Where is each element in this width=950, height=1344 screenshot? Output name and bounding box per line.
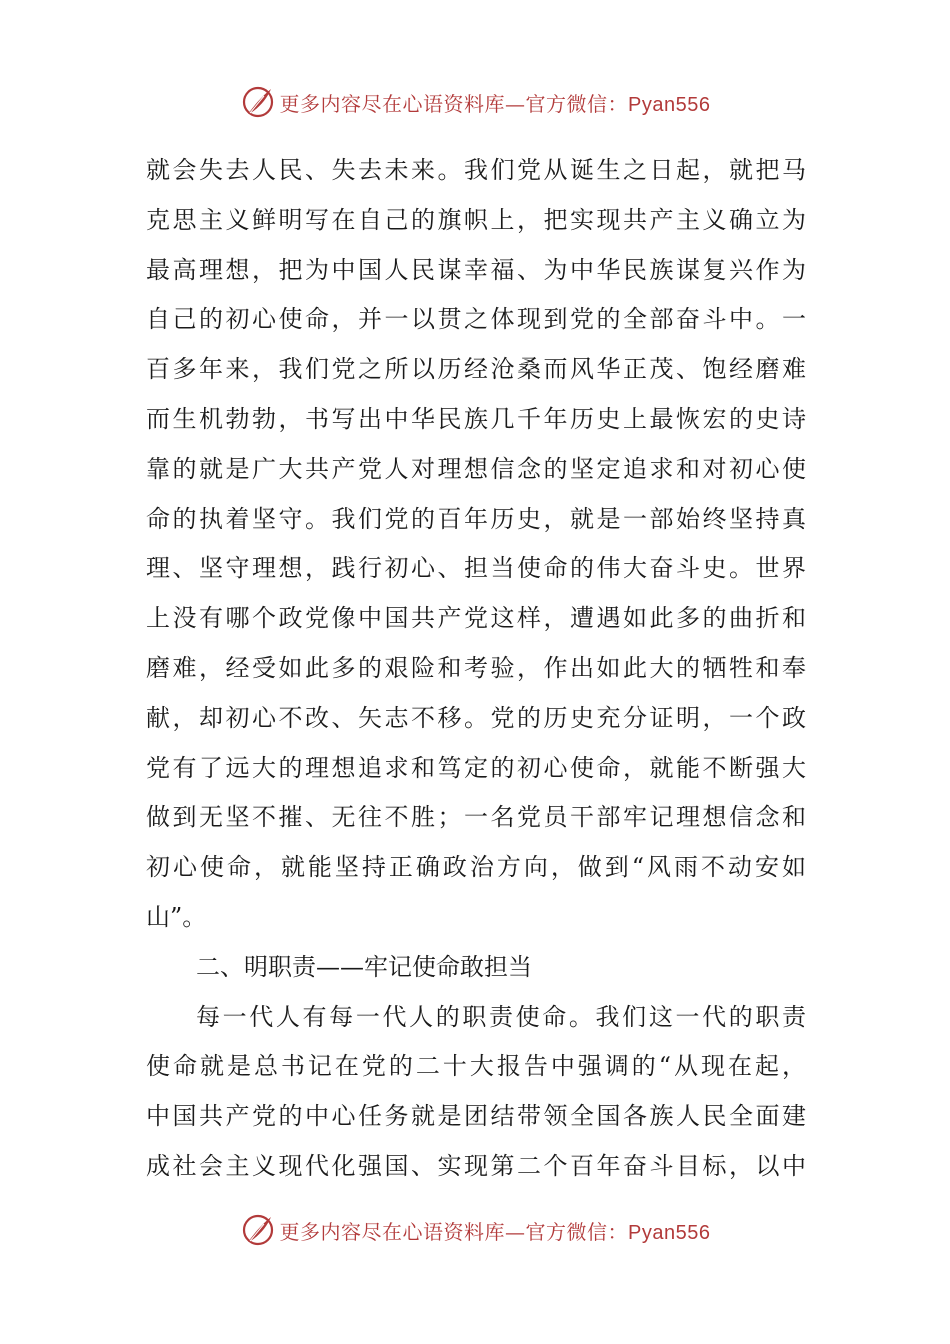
text-line: 成社会主义现代化强国、实现第二个百年奋斗目标，以中	[146, 1151, 806, 1180]
text-line: 党有了远大的理想追求和笃定的初心使命，就能不断强大	[146, 753, 806, 782]
text-line: 初心使命，就能坚持正确政治方向，做到“风雨不动安如	[146, 853, 806, 882]
text-line: 上没有哪个政党像中国共产党这样，遭遇如此多的曲折和	[146, 604, 806, 633]
watermark-text	[280, 1216, 711, 1245]
text-line: 而生机勃勃，书写出中华民族几千年历史上最恢宏的史诗	[146, 404, 806, 433]
text-line: 每一代人有每一代人的职责使命。我们这一代的职责	[196, 1002, 806, 1031]
text-line: 自己的初心使命，并一以贯之体现到党的全部奋斗中。一	[146, 305, 806, 334]
watermark-id: Pyan556	[628, 93, 711, 116]
watermark-main: 更多内容尽在心语资料库—官方微信：	[279, 1219, 629, 1244]
text-line: 百多年来，我们党之所以历经沧桑而风华正茂、饱经磨难	[146, 355, 806, 384]
text-line: 克思主义鲜明写在自己的旗帜上，把实现共产主义确立为	[146, 205, 806, 234]
footer-watermark	[0, 1208, 950, 1252]
text-line: 靠的就是广大共产党人对理想信念的坚定追求和对初心使	[146, 454, 806, 483]
quill-pen-in-circle-icon	[240, 84, 276, 120]
text-line: 就会失去人民、失去未来。我们党从诞生之日起，就把马	[146, 156, 806, 184]
section-heading: 二、明职责——牢记使命敢担当	[196, 952, 532, 981]
text-line: 最高理想，把为中国人民谋幸福、为中华民族谋复兴作为	[146, 255, 806, 284]
watermark-id: Pyan556	[628, 1221, 711, 1244]
text-line: 命的执着坚守。我们党的百年历史，就是一部始终坚持真	[146, 504, 806, 533]
text-line: 使命就是总书记在党的二十大报告中强调的“从现在起，	[146, 1052, 806, 1081]
header-watermark	[0, 80, 950, 124]
document-body	[146, 146, 806, 1192]
watermark-text	[280, 88, 711, 117]
text-line: 理、坚守理想，践行初心、担当使命的伟大奋斗史。世界	[146, 554, 806, 583]
watermark-main: 更多内容尽在心语资料库—官方微信：	[279, 91, 629, 116]
text-line: 磨难，经受如此多的艰险和考验，作出如此大的牺牲和奉	[146, 653, 806, 682]
text-line: 做到无坚不摧、无往不胜；一名党员干部牢记理想信念和	[146, 803, 806, 832]
text-line: 献，却初心不改、矢志不移。党的历史充分证明，一个政	[146, 703, 806, 732]
text-line: 中国共产党的中心任务就是团结带领全国各族人民全面建	[146, 1102, 806, 1131]
text-line: 山”。	[146, 902, 207, 931]
quill-pen-in-circle-icon	[240, 1212, 276, 1248]
